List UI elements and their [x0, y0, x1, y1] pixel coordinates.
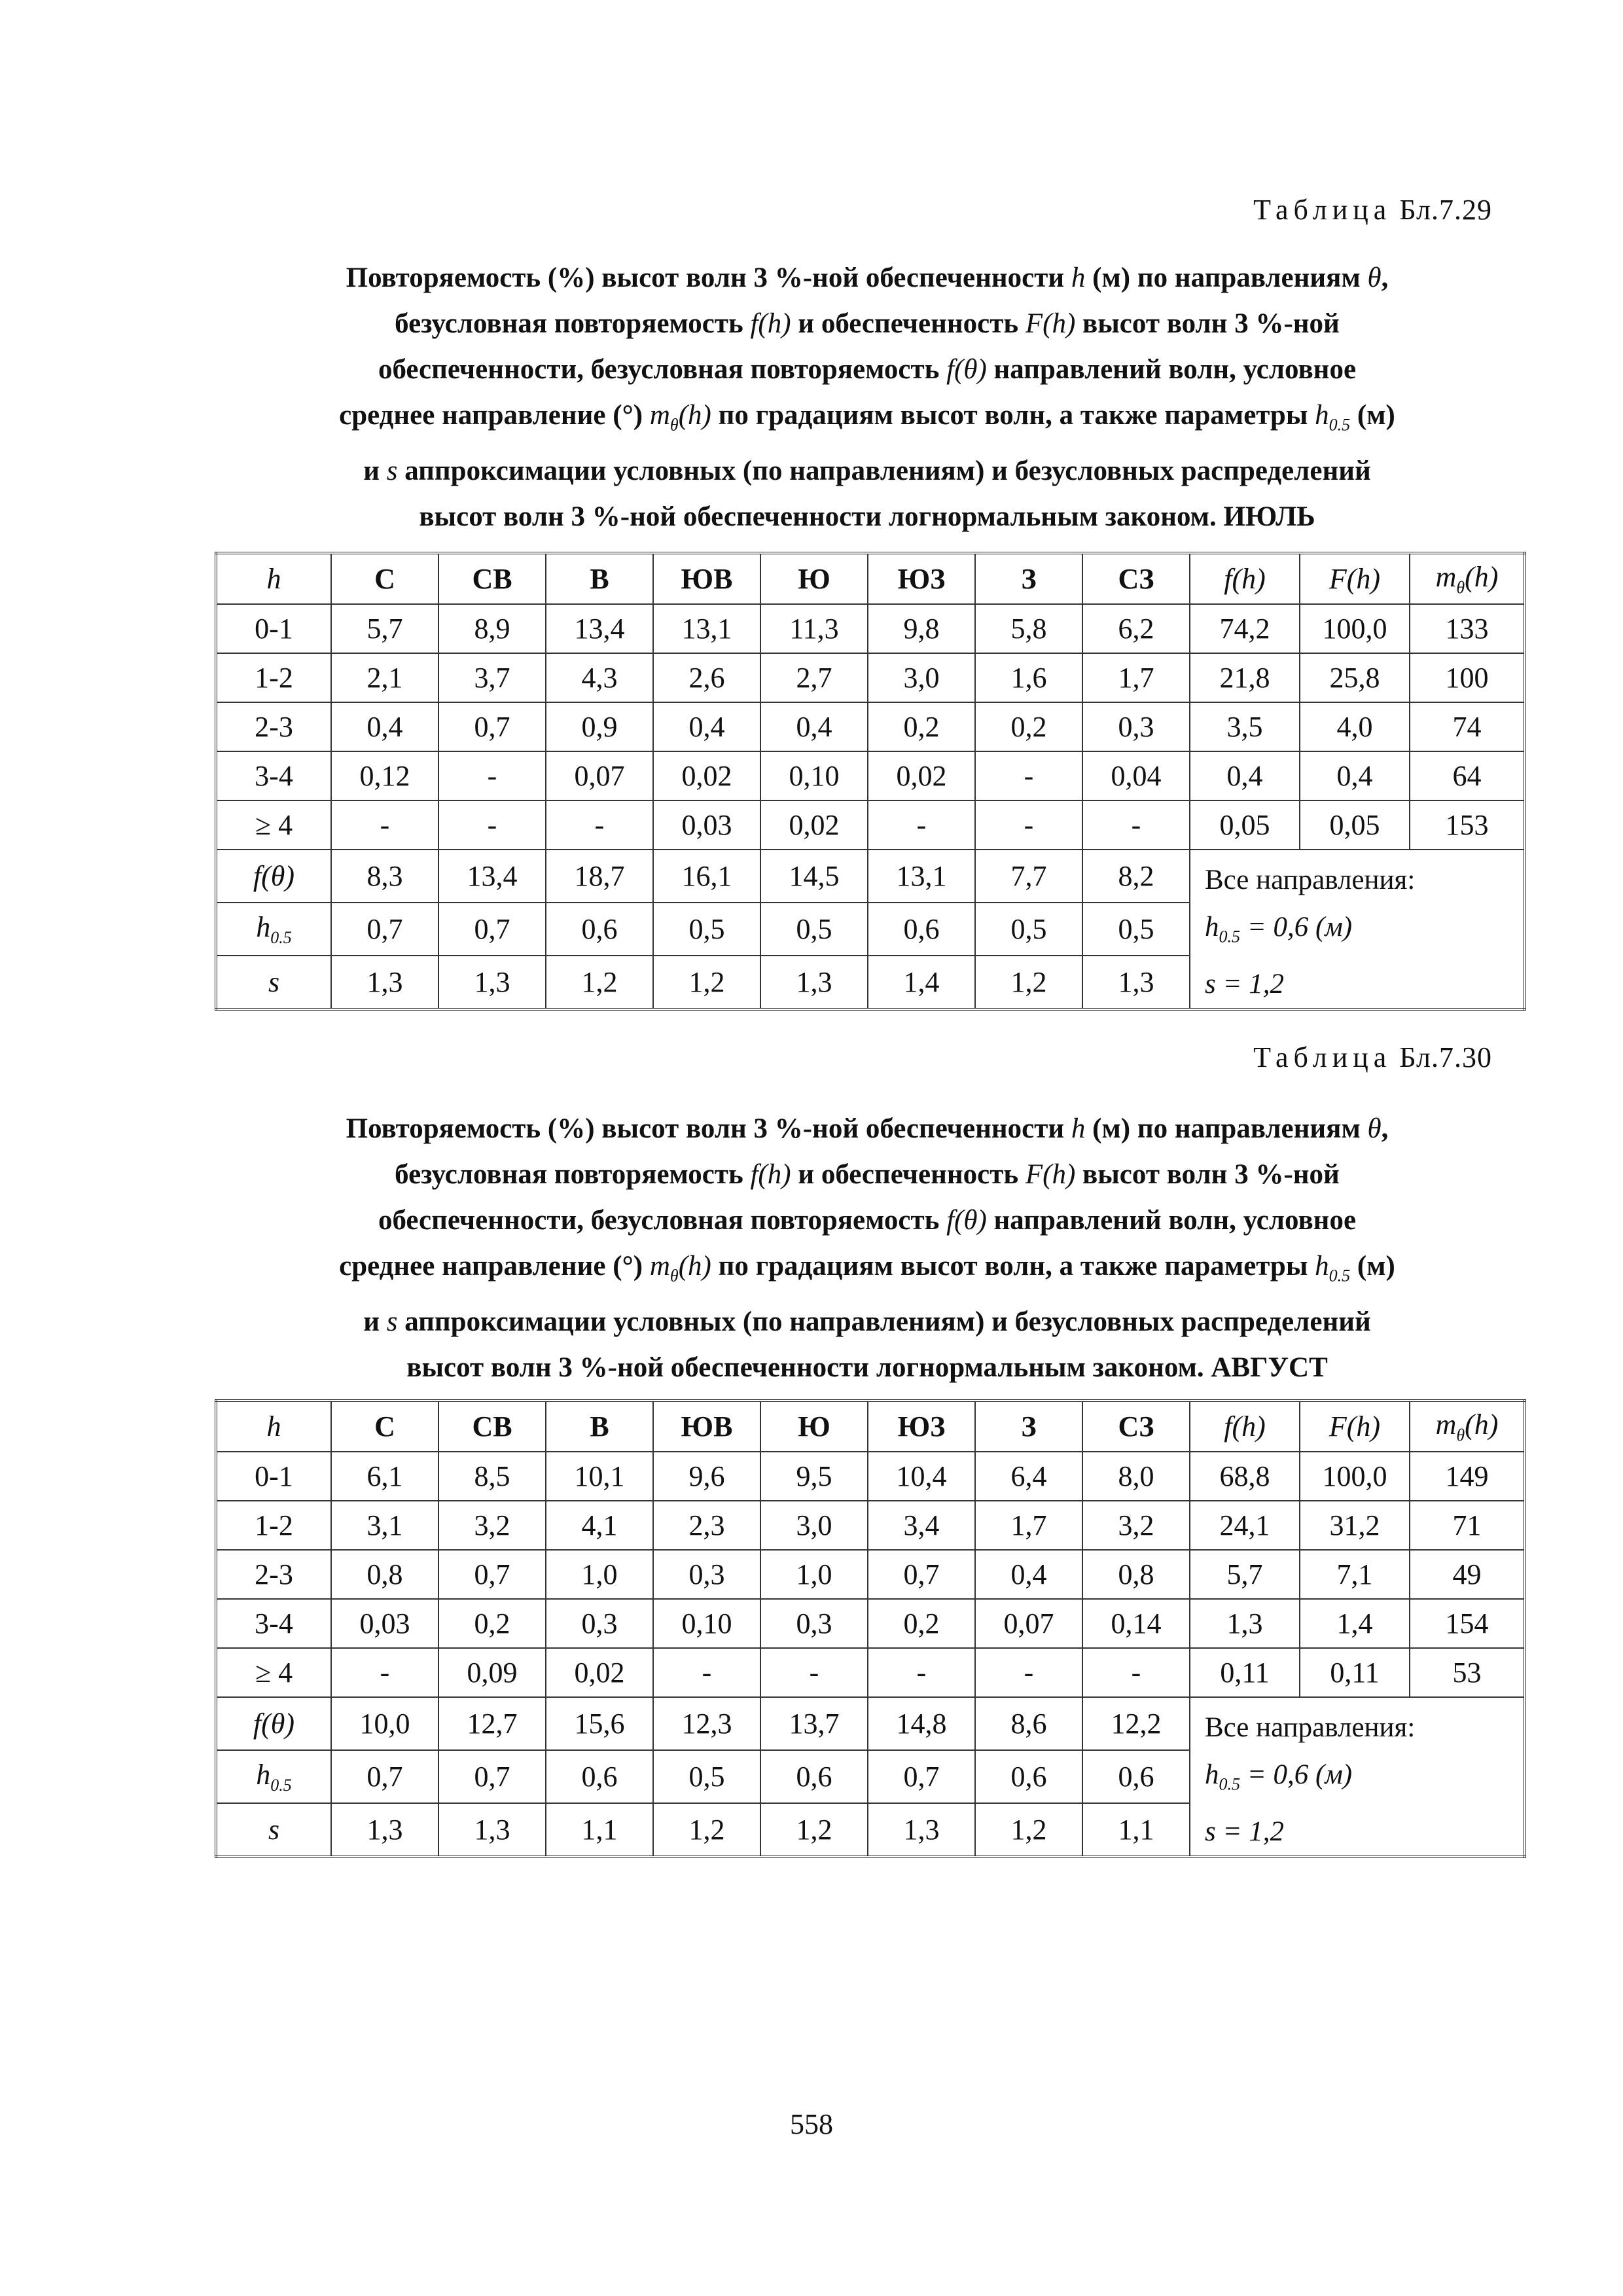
- table-cell: 5,7: [331, 604, 438, 653]
- table-cell: -: [975, 1648, 1082, 1697]
- table-cell: 0-1: [216, 1452, 331, 1501]
- column-header: СЗ: [1082, 1401, 1190, 1452]
- summary-note: [1190, 850, 1525, 1009]
- table-cell: 1,3: [1082, 956, 1190, 1009]
- table-cell: 14,8: [868, 1697, 975, 1750]
- table-cell: 0,10: [653, 1599, 760, 1648]
- table-cell: 15,6: [546, 1697, 653, 1750]
- table-cell: 0,4: [760, 702, 868, 751]
- table-cell: 5,8: [975, 604, 1082, 653]
- column-header: В: [546, 1401, 653, 1452]
- caption-line: [216, 1345, 1518, 1391]
- table-cell: 12,2: [1082, 1697, 1190, 1750]
- table-cell: 100: [1410, 653, 1525, 702]
- table-cell: 0,02: [760, 800, 868, 850]
- caption-text: направлений волн, условное: [986, 354, 1357, 385]
- table-cell: 0,5: [653, 1750, 760, 1803]
- table-cell: 13,1: [868, 850, 975, 903]
- table-cell: 6,2: [1082, 604, 1190, 653]
- column-header: ЮВ: [653, 553, 760, 604]
- table-caption: [216, 1106, 1518, 1391]
- table-cell: 1-2: [216, 653, 331, 702]
- table-cell: 14,5: [760, 850, 868, 903]
- table-cell: 1,1: [1082, 1803, 1190, 1857]
- caption-math: h: [1071, 262, 1086, 293]
- table-cell: 0,7: [868, 1550, 975, 1599]
- table-cell: 0,7: [331, 903, 438, 956]
- table-cell: 1,7: [1082, 653, 1190, 702]
- table-cell: 64: [1410, 751, 1525, 800]
- column-header: f(h): [1190, 1401, 1300, 1452]
- column-header: f(h): [1190, 553, 1300, 604]
- summary-note: [1190, 1697, 1525, 1857]
- caption-math: f(h): [750, 308, 791, 339]
- table-cell: -: [1082, 1648, 1190, 1697]
- table-cell: 0,11: [1300, 1648, 1410, 1697]
- table-cell: 3-4: [216, 1599, 331, 1648]
- table-cell: 0,05: [1300, 800, 1410, 850]
- table-cell: -: [760, 1648, 868, 1697]
- caption-text: безусловная повторяемость: [395, 308, 751, 339]
- header-row: [216, 1401, 1525, 1452]
- table-cell: 3,1: [331, 1501, 438, 1550]
- caption-text: Повторяемость (%) высот волн 3 %-ной обеспеченности: [346, 1113, 1071, 1144]
- table-cell: 0,02: [868, 751, 975, 800]
- caption-math: f(h): [750, 1159, 791, 1190]
- caption-math: $h_{0.5}$: [1315, 1251, 1351, 1285]
- caption-math: f(θ): [946, 354, 987, 385]
- table-cell: 0,2: [868, 1599, 975, 1648]
- table-row: [216, 1550, 1525, 1599]
- param-row: [216, 1697, 1525, 1750]
- row-header: f(θ): [216, 850, 331, 903]
- table-row: [216, 702, 1525, 751]
- table-caption: [216, 255, 1518, 540]
- table-cell: 8,2: [1082, 850, 1190, 903]
- table-row: [216, 1599, 1525, 1648]
- table-row: [216, 604, 1525, 653]
- table-cell: 3,4: [868, 1501, 975, 1550]
- table-cell: 0,7: [438, 1550, 546, 1599]
- caption-text: (м) по направлениям: [1085, 262, 1368, 293]
- caption-line: [216, 448, 1518, 494]
- summary-line: Все направления:: [1205, 1712, 1416, 1743]
- table-cell: 2,3: [653, 1501, 760, 1550]
- column-header: ЮВ: [653, 1401, 760, 1452]
- caption-math: h: [1071, 1113, 1086, 1144]
- table-cell: 0,6: [546, 1750, 653, 1803]
- column-header: ЮЗ: [868, 1401, 975, 1452]
- table-cell: 0,07: [546, 751, 653, 800]
- column-header: h: [216, 553, 331, 604]
- table-cell: 0,4: [331, 702, 438, 751]
- table-cell: 1,4: [868, 956, 975, 1009]
- table-cell: 1,0: [760, 1550, 868, 1599]
- table-cell: 0,5: [975, 903, 1082, 956]
- caption-math: θ: [1367, 1113, 1382, 1144]
- caption-line: [216, 494, 1518, 540]
- table-cell: 0,3: [760, 1599, 868, 1648]
- column-header: В: [546, 553, 653, 604]
- table-cell: 12,7: [438, 1697, 546, 1750]
- caption-line: [216, 1152, 1518, 1198]
- table-cell: 13,1: [653, 604, 760, 653]
- table-cell: 0-1: [216, 604, 331, 653]
- table-cell: 100,0: [1300, 604, 1410, 653]
- caption-math: θ: [1367, 262, 1382, 293]
- caption-math: $m_\theta(h)$: [649, 1251, 711, 1285]
- column-header: СВ: [438, 1401, 546, 1452]
- caption-math: f(θ): [946, 1205, 987, 1236]
- table-cell: 10,1: [546, 1452, 653, 1501]
- caption-line: [216, 1244, 1518, 1299]
- caption-text: (м): [1350, 1251, 1395, 1282]
- caption-math: s: [386, 455, 398, 486]
- table-cell: 1,1: [546, 1803, 653, 1857]
- table-cell: 0,7: [438, 702, 546, 751]
- table-cell: 5,7: [1190, 1550, 1300, 1599]
- table-cell: 0,7: [438, 903, 546, 956]
- table-cell: 0,11: [1190, 1648, 1300, 1697]
- table-cell: 10,4: [868, 1452, 975, 1501]
- table-cell: 2-3: [216, 1550, 331, 1599]
- table-cell: 0,8: [1082, 1550, 1190, 1599]
- table-cell: 7,7: [975, 850, 1082, 903]
- table-cell: 0,6: [868, 903, 975, 956]
- table-cell: 3,5: [1190, 702, 1300, 751]
- table-cell: 0,09: [438, 1648, 546, 1697]
- caption-text: и обеспеченность: [791, 308, 1026, 339]
- column-header: F(h): [1300, 553, 1410, 604]
- table-cell: 0,4: [975, 1550, 1082, 1599]
- table-cell: 0,07: [975, 1599, 1082, 1648]
- table-cell: 6,4: [975, 1452, 1082, 1501]
- table-cell: -: [868, 1648, 975, 1697]
- row-header: f(θ): [216, 1697, 331, 1750]
- column-header: З: [975, 553, 1082, 604]
- table-cell: 53: [1410, 1648, 1525, 1697]
- summary-line: s = 1,2: [1205, 1816, 1285, 1847]
- table-cell: 3-4: [216, 751, 331, 800]
- table-cell: 21,8: [1190, 653, 1300, 702]
- table-row: [216, 800, 1525, 850]
- table-cell: 0,2: [975, 702, 1082, 751]
- table-cell: 1,7: [975, 1501, 1082, 1550]
- data-table: [215, 1399, 1526, 1858]
- table-cell: 1,3: [868, 1803, 975, 1857]
- table-cell: 1,4: [1300, 1599, 1410, 1648]
- table-cell: 8,6: [975, 1697, 1082, 1750]
- table-cell: 18,7: [546, 850, 653, 903]
- caption-text: обеспеченности, безусловная повторяемость: [378, 1205, 947, 1236]
- table-cell: 0,02: [546, 1648, 653, 1697]
- table-cell: 49: [1410, 1550, 1525, 1599]
- table-cell: 0,2: [438, 1599, 546, 1648]
- caption-text: и: [363, 1306, 387, 1337]
- table-cell: 149: [1410, 1452, 1525, 1501]
- table-row: [216, 751, 1525, 800]
- table-cell: 0,05: [1190, 800, 1300, 850]
- table-label: Таблица Бл.7.29: [1253, 194, 1492, 226]
- table-cell: 2,7: [760, 653, 868, 702]
- row-header: s: [216, 956, 331, 1009]
- table-cell: 0,02: [653, 751, 760, 800]
- table-cell: 0,8: [331, 1550, 438, 1599]
- table-cell: 0,14: [1082, 1599, 1190, 1648]
- table-cell: 0,7: [438, 1750, 546, 1803]
- table-cell: 1,3: [760, 956, 868, 1009]
- table-cell: 6,1: [331, 1452, 438, 1501]
- caption-text: высот волн 3 %-ной обеспеченности логнормальным законом. АВГУСТ: [406, 1352, 1328, 1383]
- table-cell: 11,3: [760, 604, 868, 653]
- table-cell: 8,3: [331, 850, 438, 903]
- row-header: $h_{0.5}$: [216, 903, 331, 956]
- table-cell: 71: [1410, 1501, 1525, 1550]
- caption-text: обеспеченности, безусловная повторяемость: [378, 354, 947, 385]
- table-cell: 3,0: [868, 653, 975, 702]
- caption-text: безусловная повторяемость: [395, 1159, 751, 1190]
- table-cell: 153: [1410, 800, 1525, 850]
- table-row: [216, 653, 1525, 702]
- table-cell: 2-3: [216, 702, 331, 751]
- table-cell: 1,3: [331, 1803, 438, 1857]
- column-header: h: [216, 1401, 331, 1452]
- table-label: Таблица Бл.7.30: [1253, 1041, 1492, 1073]
- table-cell: 1,2: [975, 1803, 1082, 1857]
- caption-text: ,: [1381, 262, 1389, 293]
- table-cell: 24,1: [1190, 1501, 1300, 1550]
- table-cell: 1,0: [546, 1550, 653, 1599]
- table-cell: 4,3: [546, 653, 653, 702]
- table-cell: 0,5: [760, 903, 868, 956]
- table-cell: 4,0: [1300, 702, 1410, 751]
- table-cell: 74,2: [1190, 604, 1300, 653]
- table-cell: 1,3: [331, 956, 438, 1009]
- table-cell: 0,4: [1300, 751, 1410, 800]
- table-cell: 1-2: [216, 1501, 331, 1550]
- param-row: [216, 850, 1525, 903]
- table-row: [216, 1452, 1525, 1501]
- table-cell: 68,8: [1190, 1452, 1300, 1501]
- column-header: $m_\theta(h)$: [1410, 553, 1525, 604]
- table-cell: 4,1: [546, 1501, 653, 1550]
- table-cell: 0,5: [1082, 903, 1190, 956]
- table-cell: 1,2: [760, 1803, 868, 1857]
- table-cell: -: [653, 1648, 760, 1697]
- table-cell: 2,1: [331, 653, 438, 702]
- caption-line: [216, 1198, 1518, 1244]
- table-cell: 0,7: [868, 1750, 975, 1803]
- table-cell: 154: [1410, 1599, 1525, 1648]
- caption-text: направлений волн, условное: [986, 1205, 1357, 1236]
- column-header: С: [331, 553, 438, 604]
- caption-text: ,: [1381, 1113, 1389, 1144]
- caption-text: по градациям высот волн, а также параметры: [711, 400, 1315, 431]
- table-cell: 0,03: [653, 800, 760, 850]
- table-cell: 9,8: [868, 604, 975, 653]
- caption-text: среднее направление (°): [339, 1251, 650, 1282]
- column-header: $m_\theta(h)$: [1410, 1401, 1525, 1452]
- table-cell: 0,3: [1082, 702, 1190, 751]
- table-cell: 1,3: [438, 956, 546, 1009]
- column-header: СЗ: [1082, 553, 1190, 604]
- row-header: s: [216, 1803, 331, 1857]
- table-cell: 0,6: [546, 903, 653, 956]
- table-cell: 8,5: [438, 1452, 546, 1501]
- summary-line: s = 1,2: [1205, 968, 1285, 999]
- table-cell: -: [438, 800, 546, 850]
- table-cell: -: [868, 800, 975, 850]
- caption-text: по градациям высот волн, а также параметры: [711, 1251, 1315, 1282]
- caption-text: аппроксимации условных (по направлениям) и безусловных распределений: [397, 1306, 1371, 1337]
- table-cell: 0,7: [331, 1750, 438, 1803]
- caption-math: s: [386, 1306, 398, 1337]
- table-cell: 8,0: [1082, 1452, 1190, 1501]
- table-cell: 1,6: [975, 653, 1082, 702]
- column-header: С: [331, 1401, 438, 1452]
- summary-line: $h_{0.5} = 0,6$ (м): [1205, 1759, 1353, 1794]
- table-cell: 13,4: [546, 604, 653, 653]
- table-cell: 0,4: [653, 702, 760, 751]
- column-header: Ю: [760, 553, 868, 604]
- caption-line: [216, 347, 1518, 393]
- table-cell: 0,6: [1082, 1750, 1190, 1803]
- table-cell: -: [975, 800, 1082, 850]
- column-header: З: [975, 1401, 1082, 1452]
- table-row: [216, 1648, 1525, 1697]
- summary-line: $h_{0.5} = 0,6$ (м): [1205, 912, 1353, 946]
- summary-line: Все направления:: [1205, 865, 1416, 895]
- table-cell: 1,3: [1190, 1599, 1300, 1648]
- table-cell: ≥ 4: [216, 800, 331, 850]
- caption-math: $h_{0.5}$: [1315, 400, 1351, 435]
- table-cell: 10,0: [331, 1697, 438, 1750]
- table-cell: 16,1: [653, 850, 760, 903]
- table-cell: 0,03: [331, 1599, 438, 1648]
- caption-math: F(h): [1025, 308, 1076, 339]
- table-row: [216, 1501, 1525, 1550]
- table-cell: 74: [1410, 702, 1525, 751]
- caption-math: $m_\theta(h)$: [649, 400, 711, 435]
- table-cell: 1,2: [653, 1803, 760, 1857]
- table-cell: -: [331, 800, 438, 850]
- caption-text: и: [363, 455, 387, 486]
- table-cell: 13,7: [760, 1697, 868, 1750]
- table-cell: 0,6: [975, 1750, 1082, 1803]
- table-cell: 0,3: [653, 1550, 760, 1599]
- table-cell: 133: [1410, 604, 1525, 653]
- table-cell: -: [331, 1648, 438, 1697]
- table-cell: 31,2: [1300, 1501, 1410, 1550]
- table-cell: 9,6: [653, 1452, 760, 1501]
- table-cell: -: [975, 751, 1082, 800]
- caption-text: высот волн 3 %-ной: [1075, 1159, 1340, 1190]
- caption-text: среднее направление (°): [339, 400, 650, 431]
- table-cell: 2,6: [653, 653, 760, 702]
- caption-text: и обеспеченность: [791, 1159, 1026, 1190]
- table-cell: 0,3: [546, 1599, 653, 1648]
- table-cell: 100,0: [1300, 1452, 1410, 1501]
- caption-line: [216, 301, 1518, 347]
- table-cell: 3,7: [438, 653, 546, 702]
- table-cell: 1,3: [438, 1803, 546, 1857]
- caption-text: Повторяемость (%) высот волн 3 %-ной обеспеченности: [346, 262, 1071, 293]
- table-cell: 8,9: [438, 604, 546, 653]
- caption-text: высот волн 3 %-ной обеспеченности логнормальным законом. ИЮЛЬ: [419, 501, 1315, 532]
- table-cell: 1,2: [653, 956, 760, 1009]
- data-table: [215, 552, 1526, 1011]
- table-cell: 0,10: [760, 751, 868, 800]
- table-cell: 3,2: [1082, 1501, 1190, 1550]
- row-header: $h_{0.5}$: [216, 1750, 331, 1803]
- caption-line: [216, 1299, 1518, 1345]
- caption-math: F(h): [1025, 1159, 1076, 1190]
- table-cell: 0,12: [331, 751, 438, 800]
- table-cell: 1,2: [975, 956, 1082, 1009]
- table-cell: 3,2: [438, 1501, 546, 1550]
- table-cell: -: [546, 800, 653, 850]
- caption-text: (м) по направлениям: [1085, 1113, 1368, 1144]
- caption-text: (м): [1350, 400, 1395, 431]
- column-header: ЮЗ: [868, 553, 975, 604]
- caption-line: [216, 255, 1518, 301]
- table-cell: 9,5: [760, 1452, 868, 1501]
- table-cell: 0,6: [760, 1750, 868, 1803]
- table-cell: 13,4: [438, 850, 546, 903]
- caption-text: аппроксимации условных (по направлениям) и безусловных распределений: [397, 455, 1371, 486]
- table-cell: 0,4: [1190, 751, 1300, 800]
- caption-line: [216, 393, 1518, 448]
- table-cell: 7,1: [1300, 1550, 1410, 1599]
- table-cell: 0,2: [868, 702, 975, 751]
- page-number: 558: [790, 2108, 833, 2140]
- table-cell: 12,3: [653, 1697, 760, 1750]
- header-row: [216, 553, 1525, 604]
- table-cell: ≥ 4: [216, 1648, 331, 1697]
- table-cell: 25,8: [1300, 653, 1410, 702]
- table-cell: 3,0: [760, 1501, 868, 1550]
- column-header: Ю: [760, 1401, 868, 1452]
- table-cell: -: [1082, 800, 1190, 850]
- caption-text: высот волн 3 %-ной: [1075, 308, 1340, 339]
- column-header: F(h): [1300, 1401, 1410, 1452]
- column-header: СВ: [438, 553, 546, 604]
- table-cell: 0,5: [653, 903, 760, 956]
- table-cell: 1,2: [546, 956, 653, 1009]
- caption-line: [216, 1106, 1518, 1152]
- table-cell: -: [438, 751, 546, 800]
- table-cell: 0,04: [1082, 751, 1190, 800]
- table-cell: 0,9: [546, 702, 653, 751]
